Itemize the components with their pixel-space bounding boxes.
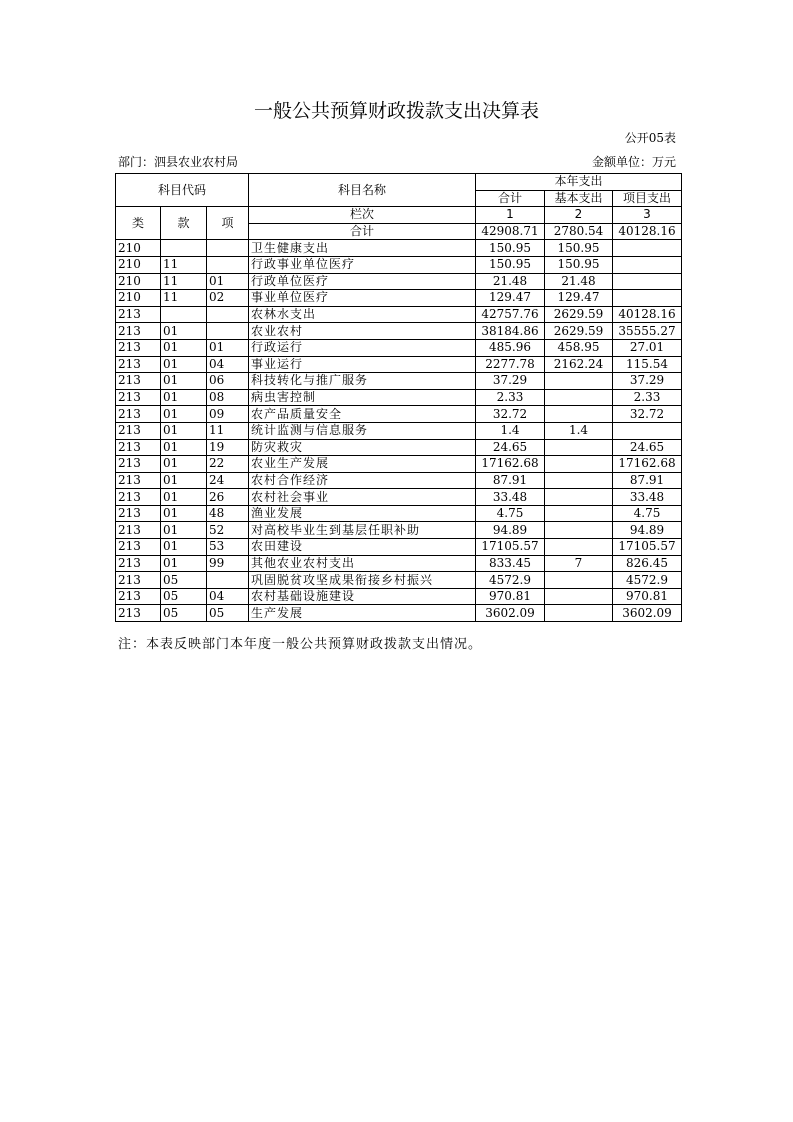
cell-project <box>613 422 682 439</box>
cell-name: 渔业发展 <box>249 505 476 522</box>
cell-name: 对高校毕业生到基层任职补助 <box>249 522 476 539</box>
cell-lei: 213 <box>116 422 161 439</box>
cell-basic <box>545 472 613 489</box>
cell-kuan: 11 <box>161 290 207 307</box>
cell-basic: 21.48 <box>545 273 613 290</box>
cell-total: 21.48 <box>476 273 545 290</box>
cell-kuan: 01 <box>161 406 207 423</box>
table-row <box>116 290 682 307</box>
cell-lei: 213 <box>116 572 161 589</box>
cell-xiang <box>207 306 249 323</box>
cell-total: 17105.57 <box>476 539 545 556</box>
cell-xiang: 08 <box>207 389 249 406</box>
table-row <box>116 472 682 489</box>
table-row <box>116 572 682 589</box>
cell-project: 33.48 <box>613 489 682 506</box>
table-row <box>116 406 682 423</box>
header-name: 科目名称 <box>249 174 476 207</box>
cell-project <box>613 273 682 290</box>
cell-xiang <box>207 256 249 273</box>
cell-basic <box>545 605 613 622</box>
cell-kuan: 01 <box>161 422 207 439</box>
table-row <box>116 605 682 622</box>
cell-total: 2.33 <box>476 389 545 406</box>
cell-name: 巩固脱贫攻坚成果衔接乡村振兴 <box>249 572 476 589</box>
header-code: 科目代码 <box>116 174 249 207</box>
cell-total: 38184.86 <box>476 323 545 340</box>
cell-basic <box>545 456 613 473</box>
cell-xiang: 02 <box>207 290 249 307</box>
cell-xiang <box>207 240 249 257</box>
cell-name: 农产品质量安全 <box>249 406 476 423</box>
cell-lei: 213 <box>116 356 161 373</box>
cell-xiang <box>207 323 249 340</box>
cell-name: 农村社会事业 <box>249 489 476 506</box>
cell-lei: 213 <box>116 522 161 539</box>
cell-total: 17162.68 <box>476 456 545 473</box>
table-row <box>116 555 682 572</box>
cell-xiang: 26 <box>207 489 249 506</box>
unit-label: 金额单位：万元 <box>591 155 676 169</box>
cell-name: 卫生健康支出 <box>249 240 476 257</box>
cell-project: 17105.57 <box>613 539 682 556</box>
cell-kuan: 01 <box>161 389 207 406</box>
cell-basic: 1.4 <box>545 422 613 439</box>
cell-name: 事业运行 <box>249 356 476 373</box>
cell-kuan: 01 <box>161 522 207 539</box>
header-col1: 1 <box>476 207 545 224</box>
cell-project: 3602.09 <box>613 605 682 622</box>
cell-basic <box>545 439 613 456</box>
page-title: 一般公共预算财政拨款支出决算表 <box>253 100 539 122</box>
cell-xiang: 22 <box>207 456 249 473</box>
cell-lei: 213 <box>116 406 161 423</box>
header-sum-label: 合计 <box>249 223 476 240</box>
cell-kuan: 01 <box>161 555 207 572</box>
table-row <box>116 356 682 373</box>
cell-project: 970.81 <box>613 588 682 605</box>
cell-total: 32.72 <box>476 406 545 423</box>
cell-kuan: 05 <box>161 572 207 589</box>
cell-kuan: 01 <box>161 472 207 489</box>
cell-name: 生产发展 <box>249 605 476 622</box>
table-row <box>116 422 682 439</box>
department-label: 部门：泗县农业农村局 <box>118 155 239 169</box>
cell-project: 826.45 <box>613 555 682 572</box>
cell-project: 32.72 <box>613 406 682 423</box>
header-current-year: 本年支出 <box>476 174 682 191</box>
header-col3: 3 <box>613 207 682 224</box>
cell-name: 事业单位医疗 <box>249 290 476 307</box>
cell-basic: 458.95 <box>545 339 613 356</box>
cell-kuan: 01 <box>161 539 207 556</box>
cell-xiang: 09 <box>207 406 249 423</box>
cell-basic: 2162.24 <box>545 356 613 373</box>
table-row <box>116 373 682 390</box>
cell-kuan: 01 <box>161 339 207 356</box>
cell-lei: 213 <box>116 306 161 323</box>
cell-project: 17162.68 <box>613 456 682 473</box>
table-row <box>116 240 682 257</box>
cell-total: 2277.78 <box>476 356 545 373</box>
cell-total: 150.95 <box>476 256 545 273</box>
cell-lei: 213 <box>116 505 161 522</box>
cell-lei: 213 <box>116 339 161 356</box>
cell-basic <box>545 572 613 589</box>
cell-basic <box>545 522 613 539</box>
cell-xiang: 53 <box>207 539 249 556</box>
cell-project: 115.54 <box>613 356 682 373</box>
cell-basic: 2629.59 <box>545 306 613 323</box>
cell-lei: 213 <box>116 456 161 473</box>
cell-name: 防灾救灾 <box>249 439 476 456</box>
cell-xiang: 04 <box>207 588 249 605</box>
cell-kuan: 05 <box>161 588 207 605</box>
cell-total: 4.75 <box>476 505 545 522</box>
cell-name: 农林水支出 <box>249 306 476 323</box>
cell-kuan: 11 <box>161 256 207 273</box>
cell-total: 4572.9 <box>476 572 545 589</box>
cell-xiang: 24 <box>207 472 249 489</box>
header-kuan: 款 <box>161 207 207 240</box>
cell-xiang: 52 <box>207 522 249 539</box>
table-row <box>116 489 682 506</box>
cell-basic: 150.95 <box>545 240 613 257</box>
cell-name: 农村合作经济 <box>249 472 476 489</box>
header-total: 合计 <box>476 190 545 207</box>
table-row <box>116 539 682 556</box>
cell-name: 病虫害控制 <box>249 389 476 406</box>
cell-kuan: 11 <box>161 273 207 290</box>
table-body <box>116 240 682 622</box>
cell-project: 4572.9 <box>613 572 682 589</box>
cell-xiang: 01 <box>207 273 249 290</box>
footnote: 注：本表反映部门本年度一般公共预算财政拨款支出情况。 <box>118 637 483 652</box>
cell-total: 485.96 <box>476 339 545 356</box>
cell-kuan: 05 <box>161 605 207 622</box>
cell-total: 833.45 <box>476 555 545 572</box>
cell-lei: 213 <box>116 439 161 456</box>
cell-project: 24.65 <box>613 439 682 456</box>
cell-lei: 213 <box>116 323 161 340</box>
cell-name: 统计监测与信息服务 <box>249 422 476 439</box>
cell-project <box>613 240 682 257</box>
cell-total: 94.89 <box>476 522 545 539</box>
cell-kuan: 01 <box>161 489 207 506</box>
cell-kuan <box>161 306 207 323</box>
cell-basic <box>545 406 613 423</box>
cell-lei: 213 <box>116 539 161 556</box>
cell-lei: 210 <box>116 256 161 273</box>
table-row <box>116 256 682 273</box>
cell-xiang: 05 <box>207 605 249 622</box>
cell-lei: 213 <box>116 588 161 605</box>
cell-name: 行政单位医疗 <box>249 273 476 290</box>
cell-project: 40128.16 <box>613 306 682 323</box>
cell-kuan: 01 <box>161 356 207 373</box>
cell-name: 行政运行 <box>249 339 476 356</box>
cell-total: 37.29 <box>476 373 545 390</box>
cell-project: 37.29 <box>613 373 682 390</box>
header-col2: 2 <box>545 207 613 224</box>
table-row <box>116 505 682 522</box>
cell-kuan <box>161 240 207 257</box>
cell-xiang: 01 <box>207 339 249 356</box>
cell-basic <box>545 373 613 390</box>
cell-basic: 150.95 <box>545 256 613 273</box>
cell-project <box>613 290 682 307</box>
form-number: 公开05表 <box>624 131 676 145</box>
cell-basic <box>545 539 613 556</box>
sum-basic: 2780.54 <box>545 223 613 240</box>
cell-basic: 2629.59 <box>545 323 613 340</box>
cell-name: 农村基础设施建设 <box>249 588 476 605</box>
cell-project: 27.01 <box>613 339 682 356</box>
sum-total: 42908.71 <box>476 223 545 240</box>
cell-kuan: 01 <box>161 323 207 340</box>
table-row <box>116 306 682 323</box>
sum-project: 40128.16 <box>613 223 682 240</box>
header-column-no: 栏次 <box>249 207 476 224</box>
header-basic: 基本支出 <box>545 190 613 207</box>
cell-total: 150.95 <box>476 240 545 257</box>
cell-project: 2.33 <box>613 389 682 406</box>
table-row <box>116 389 682 406</box>
cell-lei: 213 <box>116 605 161 622</box>
cell-total: 33.48 <box>476 489 545 506</box>
cell-xiang: 48 <box>207 505 249 522</box>
cell-total: 3602.09 <box>476 605 545 622</box>
cell-xiang: 19 <box>207 439 249 456</box>
cell-xiang: 04 <box>207 356 249 373</box>
cell-total: 87.91 <box>476 472 545 489</box>
cell-basic <box>545 588 613 605</box>
table-row <box>116 588 682 605</box>
cell-kuan: 01 <box>161 505 207 522</box>
table-row <box>116 273 682 290</box>
cell-project: 4.75 <box>613 505 682 522</box>
cell-xiang: 11 <box>207 422 249 439</box>
cell-lei: 213 <box>116 555 161 572</box>
cell-name: 农业农村 <box>249 323 476 340</box>
cell-lei: 210 <box>116 273 161 290</box>
cell-kuan: 01 <box>161 456 207 473</box>
cell-project: 94.89 <box>613 522 682 539</box>
cell-basic <box>545 389 613 406</box>
table-row <box>116 522 682 539</box>
cell-name: 其他农业农村支出 <box>249 555 476 572</box>
cell-name: 行政事业单位医疗 <box>249 256 476 273</box>
cell-kuan: 01 <box>161 439 207 456</box>
cell-lei: 213 <box>116 472 161 489</box>
cell-total: 129.47 <box>476 290 545 307</box>
cell-name: 科技转化与推广服务 <box>249 373 476 390</box>
cell-project: 35555.27 <box>613 323 682 340</box>
cell-basic: 7 <box>545 555 613 572</box>
cell-lei: 210 <box>116 290 161 307</box>
cell-name: 农业生产发展 <box>249 456 476 473</box>
expenditure-table <box>115 173 682 622</box>
cell-total: 970.81 <box>476 588 545 605</box>
cell-lei: 213 <box>116 389 161 406</box>
cell-lei: 213 <box>116 373 161 390</box>
cell-basic: 129.47 <box>545 290 613 307</box>
cell-xiang: 06 <box>207 373 249 390</box>
cell-project <box>613 256 682 273</box>
cell-basic <box>545 489 613 506</box>
cell-kuan: 01 <box>161 373 207 390</box>
cell-total: 42757.76 <box>476 306 545 323</box>
table-row <box>116 323 682 340</box>
cell-total: 24.65 <box>476 439 545 456</box>
cell-project: 87.91 <box>613 472 682 489</box>
cell-lei: 213 <box>116 489 161 506</box>
cell-lei: 210 <box>116 240 161 257</box>
table-row <box>116 439 682 456</box>
cell-basic <box>545 505 613 522</box>
cell-xiang: 99 <box>207 555 249 572</box>
table-row <box>116 456 682 473</box>
cell-total: 1.4 <box>476 422 545 439</box>
header-lei: 类 <box>116 207 161 240</box>
header-project: 项目支出 <box>613 190 682 207</box>
cell-name: 农田建设 <box>249 539 476 556</box>
header-xiang: 项 <box>207 207 249 240</box>
cell-xiang <box>207 572 249 589</box>
table-row <box>116 339 682 356</box>
